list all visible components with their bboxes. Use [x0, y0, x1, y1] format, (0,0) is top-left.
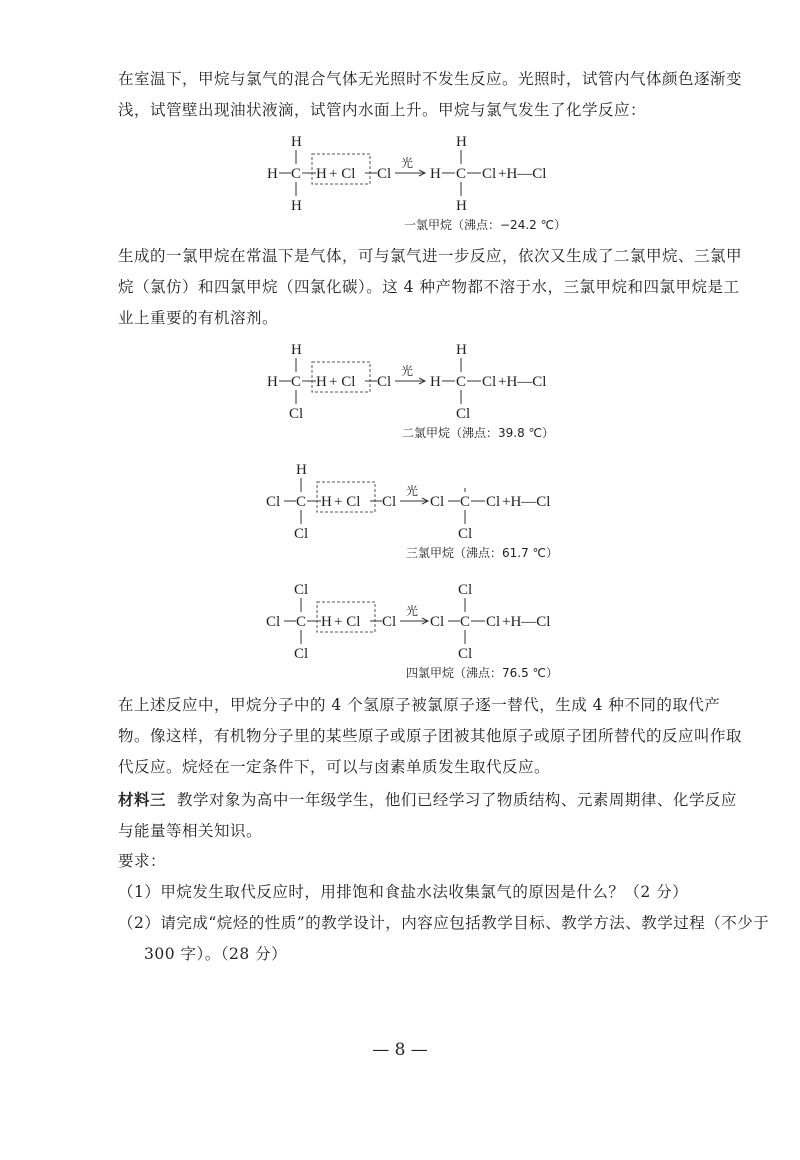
requirements-heading: 要求： [118, 852, 167, 870]
r2-plus-cl: + Cl [329, 374, 356, 390]
r4-cl: Cl [382, 614, 397, 630]
r1-c: C [291, 166, 302, 182]
material3-title: 材料三 [118, 790, 167, 809]
reaction-2 [0, 338, 800, 438]
r1-p-cl: Cl [482, 166, 497, 182]
r1-left: H [267, 166, 278, 182]
r4-plus-cl: + Cl [334, 614, 361, 630]
r4-condition: 光 [406, 604, 419, 618]
r3-label: 三氯甲烷（沸点：61.7 ℃） [406, 546, 559, 558]
r1-label: 一氯甲烷（沸点：−24.2 ℃） [404, 218, 567, 230]
r3-p-hcl: +H—Cl [502, 494, 551, 510]
question-1: （1）甲烷发生取代反应时，用排饱和食盐水法收集氯气的原因是什么？（2 分） [118, 883, 689, 901]
reaction-4-diagram [0, 578, 800, 678]
r1-p-hcl: +H—Cl [498, 166, 547, 182]
r1-p-c: C [456, 166, 467, 182]
intro-paragraph [118, 64, 742, 126]
r2-p-c: C [456, 374, 467, 390]
r3-top: H [296, 462, 307, 478]
r4-c: C [296, 614, 307, 630]
reaction-1-diagram [0, 130, 800, 230]
r4-p-hcl: +H—Cl [502, 614, 551, 630]
intro-text: 在室温下，甲烷与氯气的混合气体无光照时不发生反应。光照时，试管内气体颜色逐渐变浅，试管壁出现油状液滴，试管内水面上升。甲烷与氯气发生了化学反应： [118, 70, 743, 119]
r2-top: H [291, 342, 302, 358]
reaction-2-diagram [0, 338, 800, 438]
r3-bottom: Cl [294, 526, 309, 542]
r3-h: H [321, 494, 332, 510]
r3-p-cl: Cl [486, 494, 501, 510]
r4-left: Cl [266, 614, 281, 630]
r1-plus-cl: + Cl [329, 166, 356, 182]
r1-bottom: H [291, 198, 302, 214]
r3-p-left: Cl [430, 494, 445, 510]
page-number: — 8 — [372, 1040, 428, 1060]
reaction-1 [0, 130, 800, 230]
r4-p-top: Cl [458, 582, 473, 598]
r2-p-cl: Cl [482, 374, 497, 390]
r3-p-bottom: Cl [458, 526, 473, 542]
r2-p-top: H [456, 342, 467, 358]
r1-condition: 光 [401, 156, 414, 170]
r4-bottom: Cl [294, 646, 309, 662]
r4-p-bottom: Cl [458, 646, 473, 662]
r1-p-top: H [456, 134, 467, 150]
question-2-line-1: （2）请完成“烷烃的性质”的教学设计，内容应包括教学目标、教学方法、教学过程（不少于 [118, 914, 770, 932]
summary-text: 在上述反应中，甲烷分子中的 4 个氢原子被氯原子逐一替代，生成 4 种不同的取代产物。像这样，有机物分子里的某些原子或原子团被其他原子或原子团所替代的反应叫作取代反应。烷烃在一定条件下，可以与卤素单质发生取代反应。 [118, 696, 743, 776]
r3-cl: Cl [382, 494, 397, 510]
r2-cl: Cl [377, 374, 392, 390]
r4-top: Cl [294, 582, 309, 598]
r3-p-c: C [460, 494, 471, 510]
r2-p-bottom: Cl [456, 406, 471, 422]
material3-text: 教学对象为高中一年级学生，他们已经学习了物质结构、元素周期律、化学反应与能量等相关知识。 [118, 791, 737, 840]
r3-left: Cl [266, 494, 281, 510]
question-2-line-2: 300 字）。（28 分） [144, 945, 288, 963]
reaction-3-diagram [0, 458, 800, 558]
r2-label: 二氯甲烷（沸点：39.8 ℃） [402, 426, 555, 438]
r2-p-hcl: +H—Cl [498, 374, 547, 390]
r1-top: H [291, 134, 302, 150]
r1-p-bottom: H [456, 198, 467, 214]
r2-left: H [267, 374, 278, 390]
further-text: 生成的一氯甲烷在常温下是气体，可与氯气进一步反应，依次又生成了二氯甲烷、三氯甲烷（氯仿）和四氯甲烷（四氯化碳）。这 4 种产物都不溶于水，三氯甲烷和四氯甲烷是工业上重要的有机溶剂。 [118, 247, 743, 327]
r2-h: H [316, 374, 327, 390]
r2-bottom: Cl [289, 406, 304, 422]
r1-cl: Cl [377, 166, 392, 182]
r4-p-cl: Cl [486, 614, 501, 630]
r4-p-c: C [460, 614, 471, 630]
r1-h: H [316, 166, 327, 182]
r3-condition: 光 [406, 484, 419, 498]
r4-label: 四氯甲烷（沸点：76.5 ℃） [406, 666, 559, 678]
material3-paragraph [118, 784, 742, 847]
reaction-4 [0, 578, 800, 678]
r3-c: C [296, 494, 307, 510]
r3-plus-cl: + Cl [334, 494, 361, 510]
r2-p-h: H [430, 374, 441, 390]
summary-paragraph [118, 690, 742, 783]
reaction-3 [0, 458, 800, 558]
r4-h: H [321, 614, 332, 630]
further-paragraph [118, 241, 742, 334]
r2-c: C [291, 374, 302, 390]
r1-p-h: H [430, 166, 441, 182]
r4-p-left: Cl [430, 614, 445, 630]
r2-condition: 光 [401, 364, 414, 378]
